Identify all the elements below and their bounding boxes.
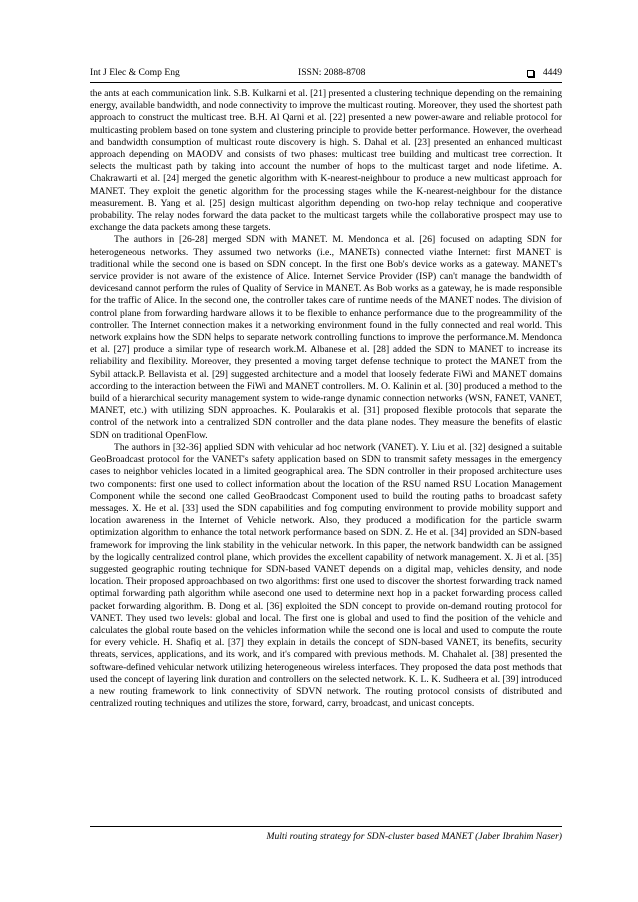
square-bullet-icon xyxy=(527,70,534,77)
header-divider xyxy=(90,82,562,83)
paragraph-3: The authors in [32-36] applied SDN with vehicular ad hoc network (VANET). Y. Liu et al. [32] designed a suitable GeoBroadcast protocol for the VANET's safety application based on SDN to transmit safety messages in the emergency cases to neighbor vehicles located in a limited geographical area. The SDN controller in their proposed architecture uses two components: first one used to collect information about the location of the RSU named RSU Location Management Component while the second one called GeoBraodcast Component used to build the routing paths to broadcast safety messages. X. He et al. [33] used the SDN capabilities and fog computing environment to provide mobility support and location awareness in the Internet of Vehicle network. Also, they produced a modification for the particle swarm optimization algorithm to enhance the total network performance based on SDN. Z. He et al. [34] provided an SDN-based framework for improving the link stability in the vehicular network. In this paper, the network bandwidth can be assigned by the logically centralized control plane, which provides the excellent capability of network management. X. Ji et al. [35] suggested geographic routing technique for SDN-based VANET depends on a digital map, vehicles density, and node location. Their proposed approachbased on two algorithms: first one used to discover the shortest forwarding track named optimal forwarding path algorithm while asecond one used to determine next hop in a packet forwarding process called packet forwarding algorithm. B. Dong et al. [36] exploited the SDN concept to provide on-demand routing protocol for VANET. They used two levels: global and local. The first one is global and used to find the position of the vehicle and calculates the global route based on the vehicles information while the second one is local and used to compute the route for every vehicle. H. Shafiq et al. [37] they explain in details the concept of SDN-based VANET, its benefits, security threats, services, applications, and its work, and it's compared with previous methods. M. Chahalet al. [38] presented the software-defined vehicular network utilizing heterogeneous wireless interfaces. They proposed the data post methods that used the concept of layering link duration and controllers on the selected network. K. L. K. Sudheera et al. [39] introduced a new routing framework to link connectivity of SDVN network. The routing protocol consists of distributed and centralized routing techniques and utilizes the store, forward, carry, broadcast, and unicast concepts. xyxy=(90,441,562,710)
body-text xyxy=(90,88,562,710)
page-header xyxy=(90,66,562,80)
page-number-group xyxy=(527,66,562,80)
issn: ISSN: 2088-8708 xyxy=(298,67,366,78)
paragraph-1: the ants at each communication link. S.B. Kulkarni et al. [21] presented a clustering technique depending on the remaining energy, available bandwidth, and node connectivity to improve the multicast routing. Moreover, they used the shortest path approach to construct the multicast tree. B.H. Al Qarni et al. [22] presented a new power-aware and reliable protocol for multicasting problem based on tone system and clustering principle to provide better performance. However, the overhead and bandwidth consumption of multicast route discovery is high. S. Dahal et al. [23] presented an enhanced multicast approach depending on MAODV and consists of two phases: multicast tree building and multicast tree correction. It selects the multicast path by taking into account the number of hops to the multicast target and node lifetime. A. Chakrawarti et al. [24] merged the genetic algorithm with K-nearest-neighbour to produce a new multicast approach for MANET. They exploit the genetic algorithm for the processing stages while the K-nearest-neighbour for the distance measurement. B. Yang et al. [25] design multicast algorithm depending on two-hop relay technique and cooperative probability. The relay nodes forward the data packet to the multicast targets while the collaborative prospect may use to exchange the data packets among these targets. xyxy=(90,88,562,234)
paragraph-2: The authors in [26-28] merged SDN with MANET. M. Mendonca et al. [26] focused on adapting SDN for heterogeneous networks. They assumed two networks (i.e., MANETs) connected viathe Internet: first MANET is traditional while the second one is based on SDN concept. In the first one Bob's device works as a gateway. MANET's service provider is not aware of the existence of Alice. Internet Service Provider (ISP) can't manage the bandwidth of devicesand cannot perform the rules of Quality of Service in MANET. As Bob works as a gateway, he is made responsible for the traffic of Alice. In the second one, the controller takes care of runtime needs of the MANET nodes. The division of control plane from forwarding hardware allows it to be flexible to enhance performance due to the progreammility of the controller. The Internet connection makes it a networking environment found in the fully connected and real world. This network explains how the SDN helps to separate network controlling functions to improve the performance.M. Mendonca et al. [27] produce a similar type of research work.M. Albanese et al. [28] added the SDN to MANET to increase its reliability and flexibility. Moreover, they presented a moving target defense technique to protect the MANET from the Sybil attack.P. Bellavista et al. [29] suggested architecture and a model that loosely federate FiWi and MANET domains according to the interaction between the FiWi and MANET controllers. M. O. Kalinin et al. [30] produced a method to the build of a hierarchical security management system to wide-range dynamic connection networks (WSN, FANET, VANET, MANET, etc.) with utilizing SDN approaches. K. Poularakis et al. [31] proposed flexible protocols that separate the control of the network into a centralized SDN controller and the data plane nodes. They measure the benefits of elastic SDN on traditional OpenFlow. xyxy=(90,234,562,441)
running-title: Multi routing strategy for SDN-cluster based MANET (Jaber Ibrahim Naser) xyxy=(266,831,562,842)
footer-divider xyxy=(90,826,562,827)
journal-name: Int J Elec & Comp Eng xyxy=(90,67,180,78)
page-number: 4449 xyxy=(542,67,562,78)
